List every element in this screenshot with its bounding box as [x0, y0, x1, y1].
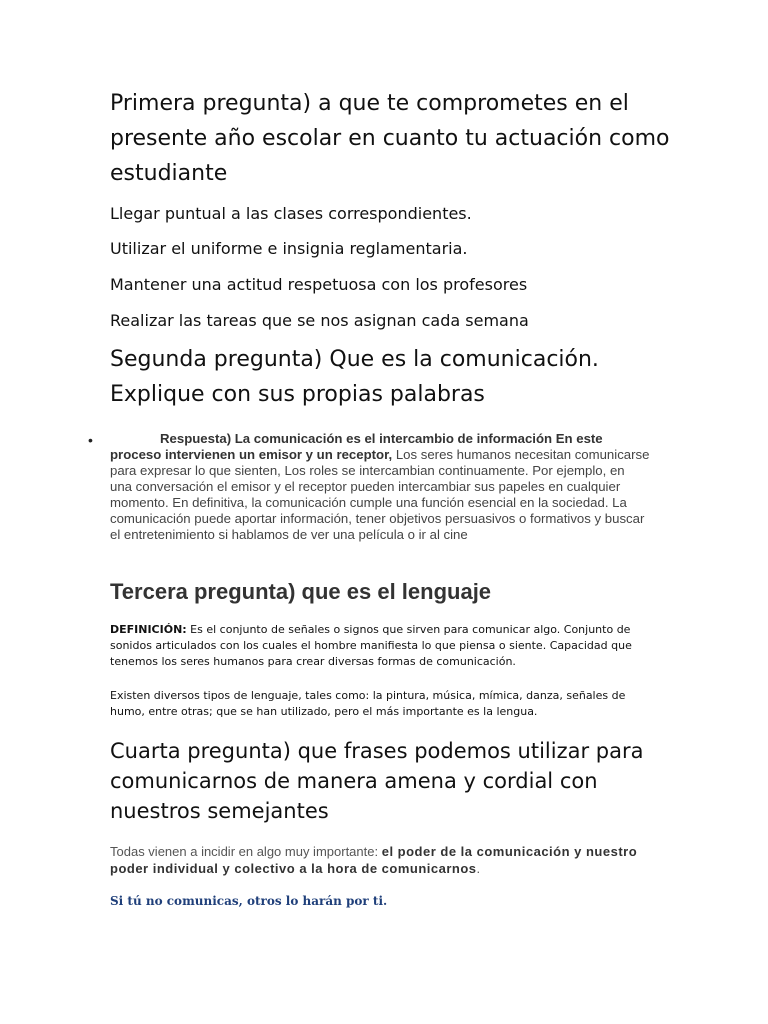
question-1-answer-1: Llegar puntual a las clases correspondientes. [110, 204, 472, 223]
question-1-answer-2: Utilizar el uniforme e insignia reglamentaria. [110, 239, 468, 258]
question-2-title: Segunda pregunta) Que es la comunicación. Explique con sus propias palabras [110, 347, 599, 407]
question-1-answer-4: Realizar las tareas que se nos asignan cada semana [110, 311, 529, 330]
response-body: Los seres humanos necesitan comunicarse para expresar lo que sienten, Los roles se intercambian continuamente. Por ejemplo, en una conversación el emisor y el receptor pueden intercambiar sus papeles en cualquier momento. En definitiva, la comunicación cumple una función esencial en la sociedad. La comunicación puede aportar información, tener objetivos persuasivos o formativos y buscar el entretenimiento si hablamos de ver una película o ir al cine [110, 447, 650, 542]
answer-emphasis: el poder de la comunicación y nuestro poder individual y colectivo a la hora de comunicarnos [110, 844, 638, 876]
question-1-title: Primera pregunta) a que te comprometes en el presente año escolar en cuanto tu actuación como estudiante [110, 91, 670, 186]
question-3-definition [110, 622, 660, 670]
definition-text: Es el conjunto de señales o signos que sirven para comunicar algo. Conjunto de sonidos articulados con los cuales el hombre manifiesta lo que piensa o siente. Capacidad que tenemos los seres humanos para crear diversas formas de comunicación. [110, 623, 632, 668]
definition-label: DEFINICIÓN: [110, 623, 187, 636]
answer-end: . [476, 861, 481, 876]
question-3-types: Existen diversos tipos de lenguaje, tales como: la pintura, música, mímica, danza, señales de humo, entre otras; que se han utilizado, pero el más importante es la lengua. [110, 689, 626, 718]
bullet-icon: • [88, 432, 93, 448]
question-4-title: Cuarta pregunta) que frases podemos utilizar para comunicarnos de manera amena y cordial con nuestros semejantes [110, 739, 644, 823]
answer-intro: Todas vienen a incidir en algo muy importante: [110, 844, 382, 859]
question-3-title: Tercera pregunta) que es el lenguaje [110, 579, 492, 604]
question-2-response [110, 431, 650, 543]
question-1-answer-3: Mantener una actitud respetuosa con los profesores [110, 275, 528, 294]
question-4-answer [110, 843, 670, 877]
closing-quote: Si tú no comunicas, otros lo harán por ti. [110, 894, 388, 908]
response-lead: Respuesta) La comunicación es el intercambio de información En este proceso intervienen un emisor y un receptor, [110, 431, 603, 462]
